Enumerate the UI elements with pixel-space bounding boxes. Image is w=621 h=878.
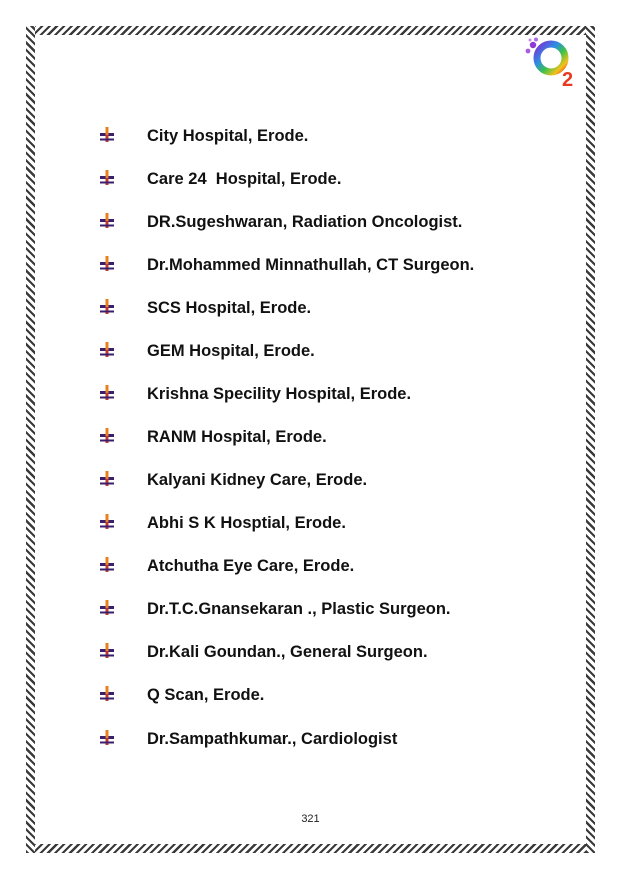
- border-right: [586, 26, 595, 853]
- cross-bullet-icon: [98, 470, 116, 488]
- cross-bullet-icon: [98, 427, 116, 445]
- list-item-label: Care 24 Hospital, Erode.: [147, 170, 342, 188]
- cross-bullet-icon: [98, 599, 116, 617]
- cross-bullet-icon: [98, 126, 116, 144]
- cross-bullet-icon: [98, 685, 116, 703]
- cross-bullet-icon: [98, 384, 116, 402]
- list-item: [98, 554, 568, 578]
- list-item: [98, 468, 568, 492]
- svg-text:2: 2: [562, 69, 574, 90]
- list-item-label: DR.Sugeshwaran, Radiation Oncologist.: [147, 213, 463, 231]
- list-item-label: City Hospital, Erode.: [147, 127, 309, 145]
- o2-logo-icon: [524, 36, 580, 90]
- list-item-label: Atchutha Eye Care, Erode.: [147, 557, 355, 575]
- cross-bullet-icon: [98, 298, 116, 316]
- cross-bullet-icon: [98, 341, 116, 359]
- list-item: [98, 253, 568, 277]
- cross-bullet-icon: [98, 729, 116, 747]
- list-item: [98, 339, 568, 363]
- list-item: [98, 511, 568, 535]
- list-item-label: Krishna Specility Hospital, Erode.: [147, 385, 412, 403]
- list-item: [98, 167, 568, 191]
- list-item: [98, 382, 568, 406]
- cross-bullet-icon: [98, 255, 116, 273]
- cross-bullet-icon: [98, 642, 116, 660]
- list-item-label: Dr.Kali Goundan., General Surgeon.: [147, 643, 428, 661]
- list-item-label: Kalyani Kidney Care, Erode.: [147, 471, 368, 489]
- list-item-label: Dr.Mohammed Minnathullah, CT Surgeon.: [147, 256, 475, 274]
- border-bottom: [26, 844, 595, 853]
- list-item: [98, 296, 568, 320]
- list-item: [98, 425, 568, 449]
- list-item-label: RANM Hospital, Erode.: [147, 428, 327, 446]
- list-item: [98, 210, 568, 234]
- page-number: 321: [301, 813, 320, 825]
- cross-bullet-icon: [98, 169, 116, 187]
- cross-bullet-icon: [98, 212, 116, 230]
- list-item-label: Dr.Sampathkumar., Cardiologist: [147, 730, 398, 748]
- cross-bullet-icon: [98, 513, 116, 531]
- list-item-label: Dr.T.C.Gnansekaran ., Plastic Surgeon.: [147, 600, 451, 618]
- list-item: [98, 640, 568, 664]
- list-item-label: GEM Hospital, Erode.: [147, 342, 315, 360]
- list-item: [98, 597, 568, 621]
- cross-bullet-icon: [98, 556, 116, 574]
- list-item-label: SCS Hospital, Erode.: [147, 299, 312, 317]
- list-item: [98, 683, 568, 707]
- border-left: [26, 26, 35, 853]
- list-item: [98, 124, 568, 148]
- list-item-label: Q Scan, Erode.: [147, 686, 265, 704]
- list-item-label: Abhi S K Hosptial, Erode.: [147, 514, 346, 532]
- list-item: [98, 727, 568, 751]
- border-top: [26, 26, 595, 35]
